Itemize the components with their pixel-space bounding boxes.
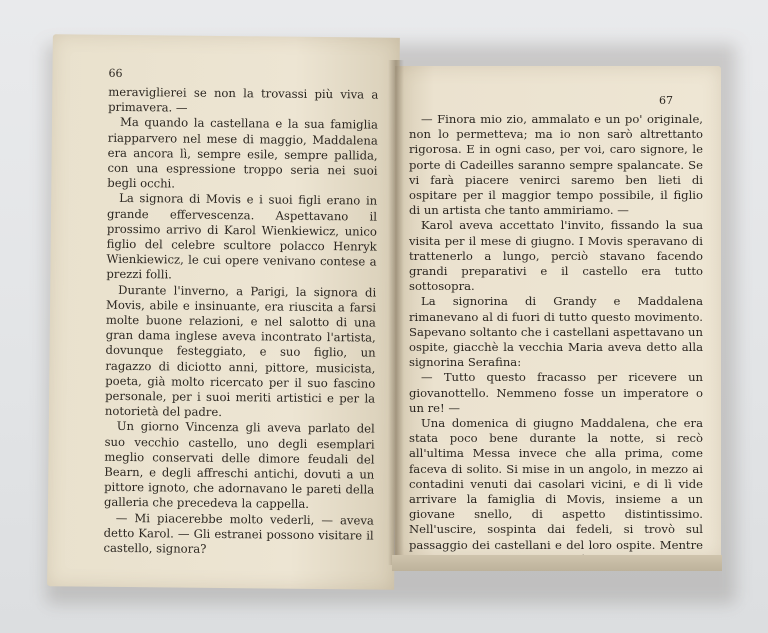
right-page (395, 66, 721, 558)
paragraph: meraviglierei se non la trovassi più viva a primavera. — (108, 84, 379, 115)
paragraph: Ma quando la castellana e la sua famiglia riapparvero nel mese di maggio, Maddalena era ancora lì, sempre esile, sempre pallida, con una espressione troppo seria nei suoi begli occhi. (107, 115, 379, 191)
paragraph: Karol aveva accettato l'invito, fissando la sua visita per il mese di giugno. I Movis speravano di trattenerlo a lungo, perciò stavano facendo grandi preparativi e il castello era tutto sottosopra. (409, 218, 703, 294)
left-page-number: 66 (108, 66, 123, 80)
paragraph: Durante l'inverno, a Parigi, la signora di Movis, abile e insinuante, era riuscita a farsi molte buone relazioni, e nel salotto di una gran dama inglese aveva incontrato l'artista, dovunque festeggiato, e suo figlio, un ragazzo di diciotto anni, pittore, musicista, poeta, già molto ricercato per il suo fascino personale, per i suoi meriti artistici e per la notorietà del padre. (104, 282, 377, 420)
paragraph: La signora di Movis e i suoi figli erano in grande effervescenza. Aspettavano il prossimo arrivo di Karol Wienkiewicz, unico figlio del celebre scultore polacco Henryk Wienkiewicz, le cui opere venivano contese a prezzi folli. (106, 191, 378, 282)
paragraph: Un giorno Vincenza gli aveva parlato del suo vecchio castello, uno degli esemplari meglio conservati delle dimore feudali del Bearn, e degli affreschi antichi, dovuti a un pittore ignoto, che adornavano le pareti della galleria che precedeva la cappella. (103, 419, 375, 512)
right-page-number: 67 (659, 94, 673, 107)
right-page-text (409, 112, 703, 568)
paragraph: — Finora mio zio, ammalato e un po' originale, non lo permetteva; ma io non sarò altrettanto rigorosa. E in ogni caso, per voi, caro signore, le porte di Cadeilles saranno sempre spalancate. Se vi farà piacere venirci saremo ben lieti di ospitare per il maggior tempo possibile, il figlio di un artista che tanto ammiriamo. — (409, 112, 703, 218)
page-block-edge (392, 555, 722, 571)
paragraph: — Mi piacerebbe molto vederli, — aveva detto Karol. — Gli estranei possono visitare il castello, signora? (103, 510, 374, 556)
paragraph: Una domenica di giugno Maddalena, che era stata poco bene durante la notte, si recò all'ultima Messa invece che alla prima, come faceva di solito. Si mise in un angolo, in mezzo ai contadini venuti dai casolari vicini, e di lì vide arrivare la famiglia di Movis, insieme a un giovane snello, di aspetto distintissimo. Nell'uscire, sospinta dai fedeli, si trovò sul passaggio dei castellani e del loro ospite. Mentre (409, 416, 703, 552)
paragraph: La signorina di Grandy e Maddalena rimanevano al di fuori di tutto questo movimento. Sapevano soltanto che i castellani aspettavano un ospite, giacchè la vecchia Maria aveva detto alla signorina Serafina: (409, 294, 703, 370)
paragraph: — Tutto questo fracasso per ricevere un giovanottello. Nemmeno fosse un imperatore o un re! — (409, 370, 703, 415)
left-page (47, 34, 400, 590)
left-page-text (103, 85, 378, 559)
book-gutter (388, 60, 404, 565)
